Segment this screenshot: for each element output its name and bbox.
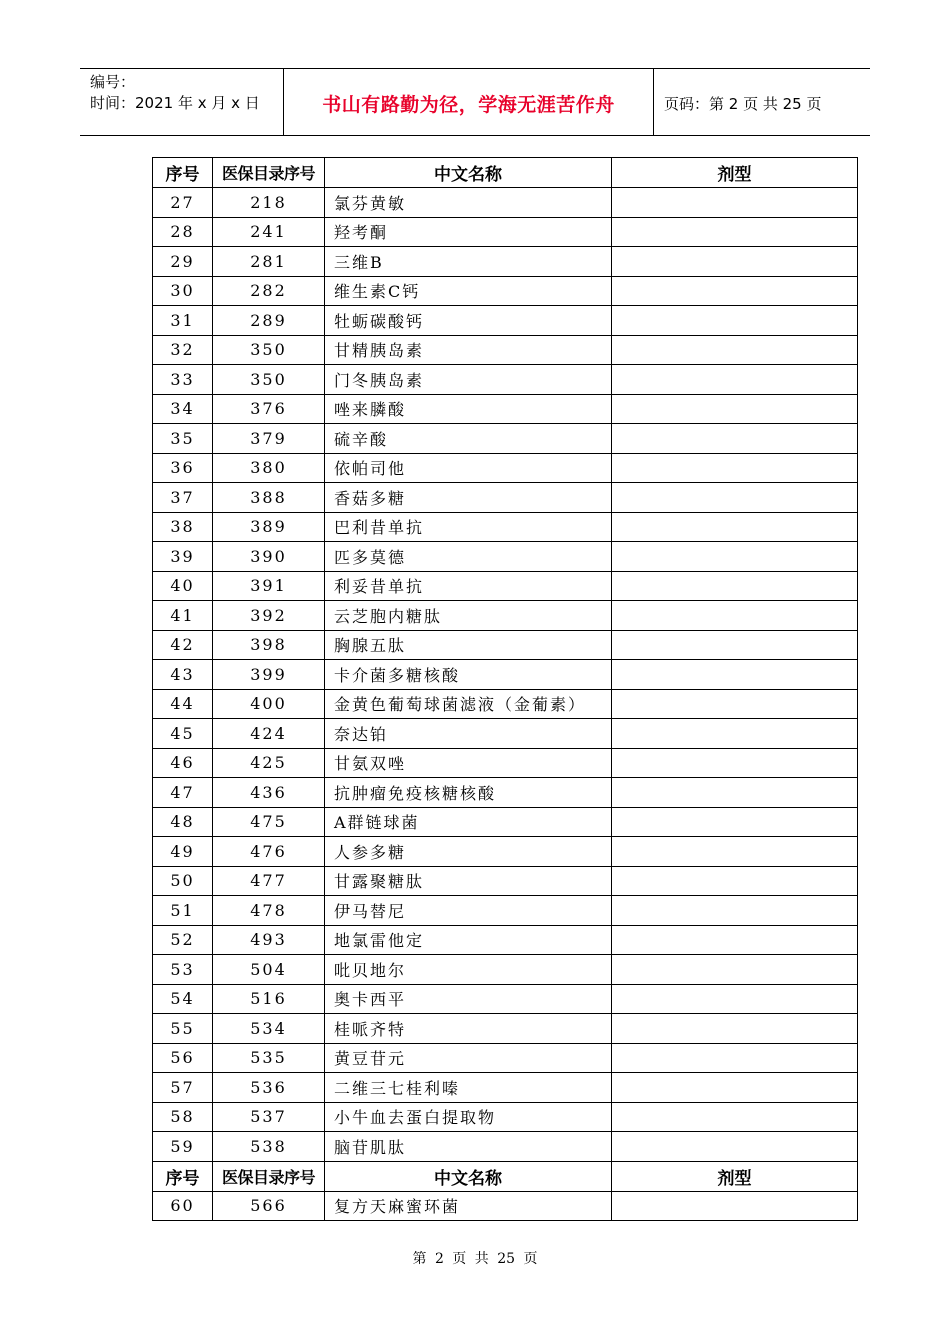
table-row (153, 630, 858, 660)
table-row (153, 984, 858, 1014)
row-code-cell: 379 (213, 424, 325, 454)
row-name-cell: 羟考酮 (325, 217, 612, 247)
row-form-cell (612, 512, 858, 542)
row-form-cell (612, 335, 858, 365)
table-header-row (153, 1161, 858, 1191)
doc-time-label: 时间：2021 年 x 月 x 日 (90, 94, 260, 112)
row-name-cell: A群链球菌 (325, 807, 612, 837)
row-code-cell: 424 (213, 719, 325, 749)
row-name-cell: 甘氨双唑 (325, 748, 612, 778)
row-form-cell (612, 1043, 858, 1073)
row-code-cell: 537 (213, 1102, 325, 1132)
row-name-cell: 奥卡西平 (325, 984, 612, 1014)
row-number-cell: 57 (153, 1073, 213, 1103)
row-name-cell: 硫辛酸 (325, 424, 612, 454)
table-row (153, 748, 858, 778)
table-row (153, 571, 858, 601)
table-row (153, 778, 858, 808)
row-number-cell: 60 (153, 1191, 213, 1221)
header-top-rule (80, 68, 870, 69)
row-name-cell: 依帕司他 (325, 453, 612, 483)
row-name-cell: 甘露聚糖肽 (325, 866, 612, 896)
row-name-cell: 人参多糖 (325, 837, 612, 867)
header-motto: 书山有路勤为径，学海无涯苦作舟 (322, 94, 615, 116)
row-form-cell (612, 984, 858, 1014)
row-form-cell (612, 719, 858, 749)
table-row (153, 453, 858, 483)
column-header-form: 剂型 (612, 1161, 858, 1191)
row-form-cell (612, 188, 858, 218)
row-code-cell: 390 (213, 542, 325, 572)
row-number-cell: 51 (153, 896, 213, 926)
row-form-cell (612, 630, 858, 660)
row-name-cell: 氯芬黄敏 (325, 188, 612, 218)
header-page-info: 页码：第 2 页 共 25 页 (664, 95, 822, 113)
table-row (153, 925, 858, 955)
row-code-cell: 538 (213, 1132, 325, 1162)
row-code-cell: 535 (213, 1043, 325, 1073)
column-header-name: 中文名称 (325, 1161, 612, 1191)
header-bottom-rule (80, 135, 870, 136)
row-name-cell: 胸腺五肽 (325, 630, 612, 660)
table-row (153, 394, 858, 424)
row-code-cell: 281 (213, 247, 325, 277)
row-form-cell (612, 394, 858, 424)
row-form-cell (612, 453, 858, 483)
row-number-cell: 34 (153, 394, 213, 424)
row-name-cell: 香菇多糖 (325, 483, 612, 513)
table-row (153, 1102, 858, 1132)
row-number-cell: 58 (153, 1102, 213, 1132)
row-number-cell: 38 (153, 512, 213, 542)
row-number-cell: 28 (153, 217, 213, 247)
column-header-no: 序号 (153, 158, 213, 188)
table-row (153, 1014, 858, 1044)
row-code-cell: 399 (213, 660, 325, 690)
row-number-cell: 49 (153, 837, 213, 867)
table-row (153, 512, 858, 542)
row-code-cell: 380 (213, 453, 325, 483)
table-row (153, 896, 858, 926)
column-header-form: 剂型 (612, 158, 858, 188)
row-code-cell: 475 (213, 807, 325, 837)
table-row (153, 1073, 858, 1103)
table-row (153, 335, 858, 365)
row-form-cell (612, 276, 858, 306)
row-name-cell: 二维三七桂利嗪 (325, 1073, 612, 1103)
row-name-cell: 抗肿瘤免疫核糖核酸 (325, 778, 612, 808)
row-number-cell: 52 (153, 925, 213, 955)
row-number-cell: 32 (153, 335, 213, 365)
table-row (153, 306, 858, 336)
row-number-cell: 40 (153, 571, 213, 601)
table-row (153, 601, 858, 631)
row-form-cell (612, 601, 858, 631)
row-number-cell: 54 (153, 984, 213, 1014)
row-name-cell: 复方天麻蜜环菌 (325, 1191, 612, 1221)
row-number-cell: 53 (153, 955, 213, 985)
column-header-code: 医保目录序号 (213, 1161, 325, 1191)
row-code-cell: 376 (213, 394, 325, 424)
row-code-cell: 388 (213, 483, 325, 513)
table-row (153, 955, 858, 985)
row-form-cell (612, 1014, 858, 1044)
row-form-cell (612, 247, 858, 277)
table-row (153, 1191, 858, 1221)
row-code-cell: 218 (213, 188, 325, 218)
row-name-cell: 维生素C钙 (325, 276, 612, 306)
row-form-cell (612, 483, 858, 513)
row-name-cell: 伊马替尼 (325, 896, 612, 926)
table-row (153, 689, 858, 719)
table-row (153, 1132, 858, 1162)
row-number-cell: 44 (153, 689, 213, 719)
table-row (153, 365, 858, 395)
row-form-cell (612, 837, 858, 867)
row-name-cell: 甘精胰岛素 (325, 335, 612, 365)
row-name-cell: 金黄色葡萄球菌滤液（金葡素） (325, 689, 612, 719)
row-code-cell: 425 (213, 748, 325, 778)
row-code-cell: 398 (213, 630, 325, 660)
row-code-cell: 282 (213, 276, 325, 306)
row-name-cell: 牡蛎碳酸钙 (325, 306, 612, 336)
row-name-cell: 地氯雷他定 (325, 925, 612, 955)
table-row (153, 483, 858, 513)
row-number-cell: 48 (153, 807, 213, 837)
row-number-cell: 35 (153, 424, 213, 454)
row-form-cell (612, 306, 858, 336)
row-number-cell: 47 (153, 778, 213, 808)
row-name-cell: 三维B (325, 247, 612, 277)
header-meta (90, 72, 260, 114)
row-code-cell: 391 (213, 571, 325, 601)
row-code-cell: 350 (213, 365, 325, 395)
row-code-cell: 534 (213, 1014, 325, 1044)
table-row (153, 424, 858, 454)
page-footer: 第 2 页 共 25 页 (412, 1251, 538, 1267)
row-name-cell: 卡介菌多糖核酸 (325, 660, 612, 690)
row-form-cell (612, 571, 858, 601)
column-header-no: 序号 (153, 1161, 213, 1191)
row-form-cell (612, 778, 858, 808)
row-code-cell: 566 (213, 1191, 325, 1221)
row-code-cell: 478 (213, 896, 325, 926)
row-number-cell: 31 (153, 306, 213, 336)
row-code-cell: 536 (213, 1073, 325, 1103)
row-number-cell: 59 (153, 1132, 213, 1162)
drug-table-body (153, 158, 858, 1221)
row-number-cell: 41 (153, 601, 213, 631)
row-name-cell: 唑来膦酸 (325, 394, 612, 424)
row-number-cell: 46 (153, 748, 213, 778)
row-code-cell: 241 (213, 217, 325, 247)
row-name-cell: 脑苷肌肽 (325, 1132, 612, 1162)
row-name-cell: 奈达铂 (325, 719, 612, 749)
row-code-cell: 493 (213, 925, 325, 955)
row-name-cell: 匹多莫德 (325, 542, 612, 572)
row-name-cell: 桂哌齐特 (325, 1014, 612, 1044)
table-header-row (153, 158, 858, 188)
row-number-cell: 39 (153, 542, 213, 572)
column-header-name: 中文名称 (325, 158, 612, 188)
row-code-cell: 400 (213, 689, 325, 719)
row-number-cell: 36 (153, 453, 213, 483)
row-number-cell: 37 (153, 483, 213, 513)
row-form-cell (612, 955, 858, 985)
table-row (153, 807, 858, 837)
row-form-cell (612, 424, 858, 454)
table-row (153, 719, 858, 749)
header-divider-right (653, 68, 654, 136)
row-number-cell: 43 (153, 660, 213, 690)
table-row (153, 837, 858, 867)
row-code-cell: 350 (213, 335, 325, 365)
row-form-cell (612, 689, 858, 719)
table-row (153, 660, 858, 690)
row-number-cell: 45 (153, 719, 213, 749)
row-code-cell: 476 (213, 837, 325, 867)
row-name-cell: 利妥昔单抗 (325, 571, 612, 601)
row-code-cell: 516 (213, 984, 325, 1014)
table-row (153, 1043, 858, 1073)
row-code-cell: 504 (213, 955, 325, 985)
row-code-cell: 392 (213, 601, 325, 631)
row-form-cell (612, 748, 858, 778)
table-row (153, 276, 858, 306)
drug-table (152, 157, 858, 1221)
row-form-cell (612, 542, 858, 572)
row-form-cell (612, 1102, 858, 1132)
row-code-cell: 289 (213, 306, 325, 336)
row-form-cell (612, 896, 858, 926)
row-name-cell: 吡贝地尔 (325, 955, 612, 985)
row-number-cell: 27 (153, 188, 213, 218)
row-form-cell (612, 660, 858, 690)
row-name-cell: 黄豆苷元 (325, 1043, 612, 1073)
row-number-cell: 42 (153, 630, 213, 660)
row-number-cell: 56 (153, 1043, 213, 1073)
row-code-cell: 477 (213, 866, 325, 896)
row-number-cell: 30 (153, 276, 213, 306)
row-code-cell: 389 (213, 512, 325, 542)
row-form-cell (612, 1191, 858, 1221)
table-row (153, 217, 858, 247)
row-name-cell: 云芝胞内糖肽 (325, 601, 612, 631)
row-form-cell (612, 866, 858, 896)
row-form-cell (612, 217, 858, 247)
row-number-cell: 29 (153, 247, 213, 277)
row-name-cell: 小牛血去蛋白提取物 (325, 1102, 612, 1132)
row-form-cell (612, 1132, 858, 1162)
row-number-cell: 33 (153, 365, 213, 395)
row-form-cell (612, 925, 858, 955)
row-number-cell: 55 (153, 1014, 213, 1044)
doc-code-label: 编号： (90, 73, 136, 91)
row-code-cell: 436 (213, 778, 325, 808)
table-row (153, 866, 858, 896)
table-row (153, 247, 858, 277)
row-form-cell (612, 807, 858, 837)
row-name-cell: 门冬胰岛素 (325, 365, 612, 395)
row-name-cell: 巴利昔单抗 (325, 512, 612, 542)
column-header-code: 医保目录序号 (213, 158, 325, 188)
row-form-cell (612, 1073, 858, 1103)
row-number-cell: 50 (153, 866, 213, 896)
table-row (153, 188, 858, 218)
table-row (153, 542, 858, 572)
row-form-cell (612, 365, 858, 395)
